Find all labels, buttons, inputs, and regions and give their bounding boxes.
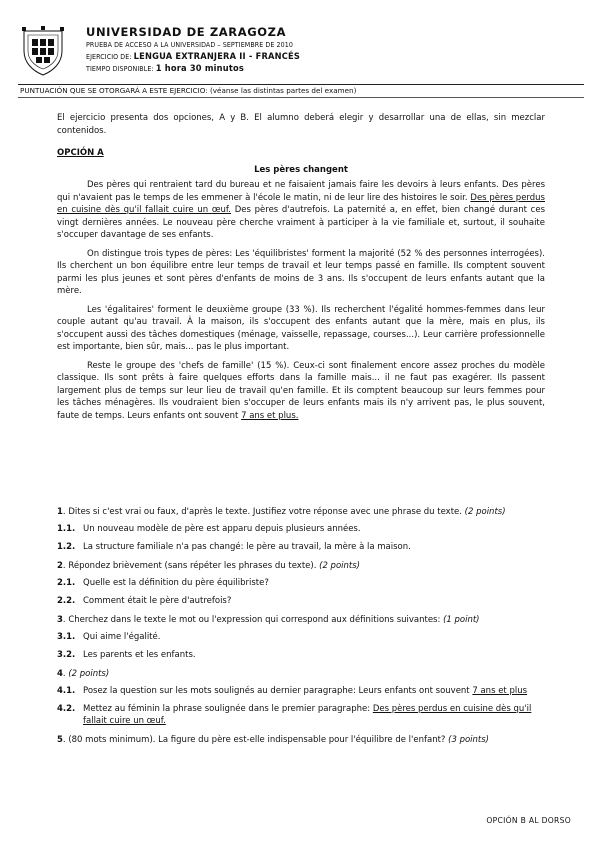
points-divider: [18, 97, 584, 98]
university-crest-icon: [18, 25, 68, 77]
paragraph-4-text: Reste le groupe des 'chefs de famille' (15 %). Ceux-ci sont finalement encore assez proches du modèle classique. Ils sont prêts à faire quelques efforts dans la famille mais... il ne faut pas exagérer. Ils passent largement plus de temps sur leur lieu de travail qu'en famille. Et ils comptent beaucoup sur leurs femmes pour les tâches ménagères. Ils voudraient bien s'occuper de leurs enfants mais ils n'y arrivent pas, le plus souvent, faute de temps. Leurs enfants ont souvent: [57, 360, 545, 421]
sub-question-text: La structure familiale n'a pas changé: le père au travail, la mère à la maison.: [83, 542, 411, 552]
underlined-sentence: Des pères perdus en cuisine dès qu'il fallait cuire un œuf.: [83, 704, 532, 726]
question-2: [57, 560, 545, 607]
question-points: (2 points): [319, 561, 360, 571]
university-name: UNIVERSIDAD DE ZARAGOZA: [86, 25, 287, 39]
question-number: 3: [57, 615, 63, 625]
subject-prefix: EJERCICIO DE:: [86, 53, 132, 61]
exam-content: [57, 112, 545, 428]
paragraph-1-text-a: Des pères qui rentraient tard du bureau et ne faisaient jamais faire les devoirs à leurs enfants. Des pères qui n'avaient pas le temps de les emmener à l'école le matin, ni de leur lire des histoires le soir.: [57, 180, 545, 203]
sub-question: [57, 649, 545, 661]
sub-question: [57, 577, 545, 589]
article-paragraph-4: [57, 360, 545, 423]
question-5: [57, 734, 545, 746]
article-paragraph-1: [57, 179, 545, 242]
sub-question-text: Un nouveau modèle de père est apparu depuis plusieurs années.: [83, 524, 361, 534]
exam-session-line: PRUEBA DE ACCESO A LA UNIVERSIDAD – SEPTIEMBRE DE 2010: [86, 41, 293, 49]
underlined-sentence: Des pères perdus en cuisine dès qu'il fallait cuire un œuf.: [57, 192, 545, 215]
sub-question-text: Qui aime l'égalité.: [83, 632, 161, 642]
underlined-phrase: 7 ans et plus.: [241, 410, 299, 421]
sub-question: [57, 703, 545, 727]
page-footer: OPCIÓN B AL DORSO: [486, 816, 571, 825]
question-number: 1: [57, 507, 63, 517]
question-text: . Dites si c'est vrai ou faux, d'après le texte. Justifiez votre réponse avec une phrase du texte.: [62, 507, 465, 517]
question-text: . Cherchez dans le texte le mot ou l'expression qui correspond aux définitions suivantes:: [62, 615, 444, 625]
question-text: . (80 mots minimum). La figure du père est-elle indispensable pour l'équilibre de l'enfant?: [62, 735, 449, 745]
sub-question: [57, 541, 545, 553]
article-paragraph-2: On distingue trois types de pères: Les 'équilibristes' forment la majorité (52 % des personnes interrogées). Ils cherchent un bon équilibre entre leur temps de travail et leur temps passé en famille. Ils comptent souvent parmi les plus jeunes et sont pères d'enfants de moins de 3 ans. Ils s'occupent de leurs enfants autant que la mère.: [57, 248, 545, 296]
points-note: PUNTUACIÓN QUE SE OTORGARÁ A ESTE EJERCICIO: (véanse las distintas partes del examen): [20, 86, 357, 95]
question-points: (1 point): [443, 615, 480, 625]
time-value: 1 hora 30 minutos: [155, 63, 245, 74]
underlined-phrase: 7 ans et plus: [472, 686, 528, 696]
subject-name: LENGUA EXTRANJERA II - FRANCÉS: [133, 51, 301, 62]
sub-question-text: Mettez au féminin la phrase soulignée dans le premier paragraphe:: [83, 704, 373, 714]
sub-question-number: 1.1.: [57, 524, 76, 534]
question-3: [57, 614, 545, 661]
sub-question: [57, 631, 545, 643]
sub-question-number: 2.2.: [57, 596, 76, 606]
question-4: [57, 668, 545, 727]
sub-question-text: Comment était le père d'autrefois?: [83, 596, 232, 606]
sub-question-number: 3.2.: [57, 650, 76, 660]
question-number: 2: [57, 561, 63, 571]
paragraph-1-text-b: Des pères d'autrefois. La paternité a, en effet, bien changé durant ces vingt dernières années. Le nouveau père cherche vraiment à participer à la vie familiale et, surtout, il souhaite s'occuper davantage de ses enfants.: [57, 205, 546, 240]
question-number: 4: [57, 669, 63, 679]
time-prefix: TIEMPO DISPONIBLE:: [86, 65, 154, 73]
question-number: 5: [57, 735, 63, 745]
sub-question-text: Les parents et les enfants.: [83, 650, 196, 660]
sub-question-number: 2.1.: [57, 578, 76, 588]
sub-question-number: 1.2.: [57, 542, 76, 552]
article-title: Les pères changent: [254, 164, 348, 175]
option-a-heading: OPCIÓN A: [57, 148, 104, 158]
sub-question-text: Posez la question sur les mots soulignés au dernier paragraphe: Leurs enfants ont souvent: [83, 686, 473, 696]
subject-line: [86, 51, 586, 63]
question-points: (3 points): [448, 735, 489, 745]
time-line: [86, 63, 586, 75]
question-1: [57, 506, 545, 553]
question-text: . Répondez brièvement (sans répéter les phrases du texte).: [62, 561, 320, 571]
questions-section: [57, 506, 545, 753]
question-text: .: [62, 669, 69, 679]
sub-question: [57, 595, 545, 607]
sub-question: [57, 523, 545, 535]
header-divider: [18, 84, 584, 85]
article-paragraph-3: Les 'égalitaires' forment le deuxième groupe (33 %). Ils recherchent l'égalité hommes-femmes dans leur couple autant qu'au travail. À la maison, ils s'occupent des enfants autant que la mère, mais en plus, ils s'occupent aussi des tâches domestiques (ménage, vaisselle, repassage, courses...). Leur carrière professionnelle est importante, bien sûr, mais... pas le plus important.: [57, 304, 545, 352]
question-points: (2 points): [68, 669, 110, 679]
sub-question-number: 4.1.: [57, 686, 76, 696]
sub-question: [57, 685, 545, 697]
instructions-text: El ejercicio presenta dos opciones, A y B. El alumno deberá elegir y desarrollar una de ellas, sin mezclar contenidos.: [57, 113, 545, 136]
sub-question-text: Quelle est la définition du père équilibriste?: [83, 578, 269, 588]
question-points: (2 points): [464, 507, 506, 517]
sub-question-number: 3.1.: [57, 632, 76, 642]
sub-question-number: 4.2.: [57, 704, 76, 714]
